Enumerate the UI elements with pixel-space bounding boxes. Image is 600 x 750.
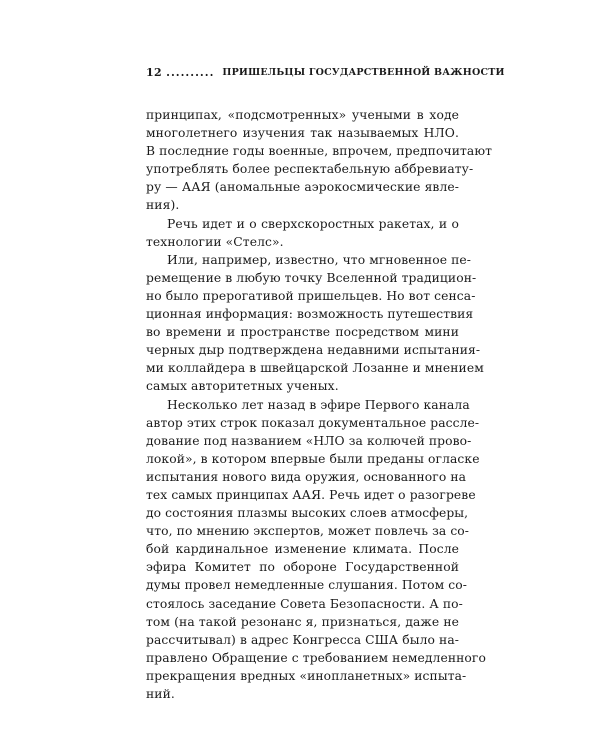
running-title: ПРИШЕЛЬЦЫ ГОСУДАРСТВЕННОЙ ВАЖНОСТИ <box>222 66 505 78</box>
text-line: ру — ААЯ (аномальные аэрокосмические явле- <box>146 180 459 195</box>
paragraph <box>146 251 484 396</box>
text-line: черных дыр подтверждена недавними испытания- <box>146 343 481 358</box>
text-line: локой», в котором впервые были преданы огласке <box>146 451 480 466</box>
text-line: тех самых принципах ААЯ. Речь идет о разогреве <box>146 487 476 502</box>
text-line: до состояния плазмы высоких слоев атмосферы, <box>146 506 469 521</box>
paragraph <box>146 215 459 251</box>
running-header <box>146 62 505 82</box>
text-line: Или, например, известно, что мгновенное пе- <box>167 252 472 267</box>
text-line: самых авторитетных ученых. <box>146 379 339 394</box>
text-line: принципах, «подсмотренных» учеными в ходе <box>146 108 459 122</box>
text-line: автор этих строк показал документальное рассле- <box>146 415 480 430</box>
text-line: но было прерогативой пришельцев. Но вот сенса- <box>146 288 476 303</box>
text-line: стоялось заседание Совета Безопасности. А по- <box>146 596 463 611</box>
body-text <box>146 106 493 703</box>
header-leader-dots: .......... <box>166 65 215 79</box>
text-line: ционная информация: возможность путешествия <box>146 307 474 322</box>
text-line: В последние годы военные, впрочем, предпочитают <box>146 144 493 159</box>
text-line: многолетнего изучения так называемых НЛО. <box>146 126 459 141</box>
text-line: во времени и пространстве посредством мини <box>146 325 459 340</box>
text-line: технологии «Стелс». <box>146 234 284 249</box>
text-line: том (на такой резонанс я, признаться, даже не <box>146 614 459 629</box>
text-line: ния). <box>146 198 180 213</box>
text-line: правлено Обращение с требованием немедленного <box>146 650 486 665</box>
text-line: бой кардинальное изменение климата. После <box>146 542 459 557</box>
text-line: ми коллайдера в швейцарской Лозанне и мнением <box>146 361 484 376</box>
text-line: эфира Комитет по обороне Государственной <box>146 560 459 575</box>
text-line: Несколько лет назад в эфире Первого канала <box>167 397 470 412</box>
page-number: 12 <box>146 65 163 79</box>
text-line: дование под названием «НЛО за колючей прово- <box>146 433 472 448</box>
text-line: Речь идет и о сверхскоростных ракетах, и о <box>167 216 459 231</box>
text-line: думы провел немедленные слушания. Потом со- <box>146 578 468 593</box>
paragraph <box>146 106 493 215</box>
text-line: ремещение в любую точку Вселенной традицион- <box>146 270 477 285</box>
text-line: что, по мнению экспертов, может повлечь за со- <box>146 524 470 539</box>
text-line: испытания нового вида оружия, основанного на <box>146 469 467 484</box>
text-line: ний. <box>146 687 175 701</box>
paragraph <box>146 396 486 704</box>
text-line: прекращения вредных «инопланетных» испыта- <box>146 668 467 683</box>
text-line: употреблять более респектабельную аббревиату- <box>146 162 474 177</box>
text-line: рассчитывал) в адрес Конгресса США было на- <box>146 632 460 647</box>
